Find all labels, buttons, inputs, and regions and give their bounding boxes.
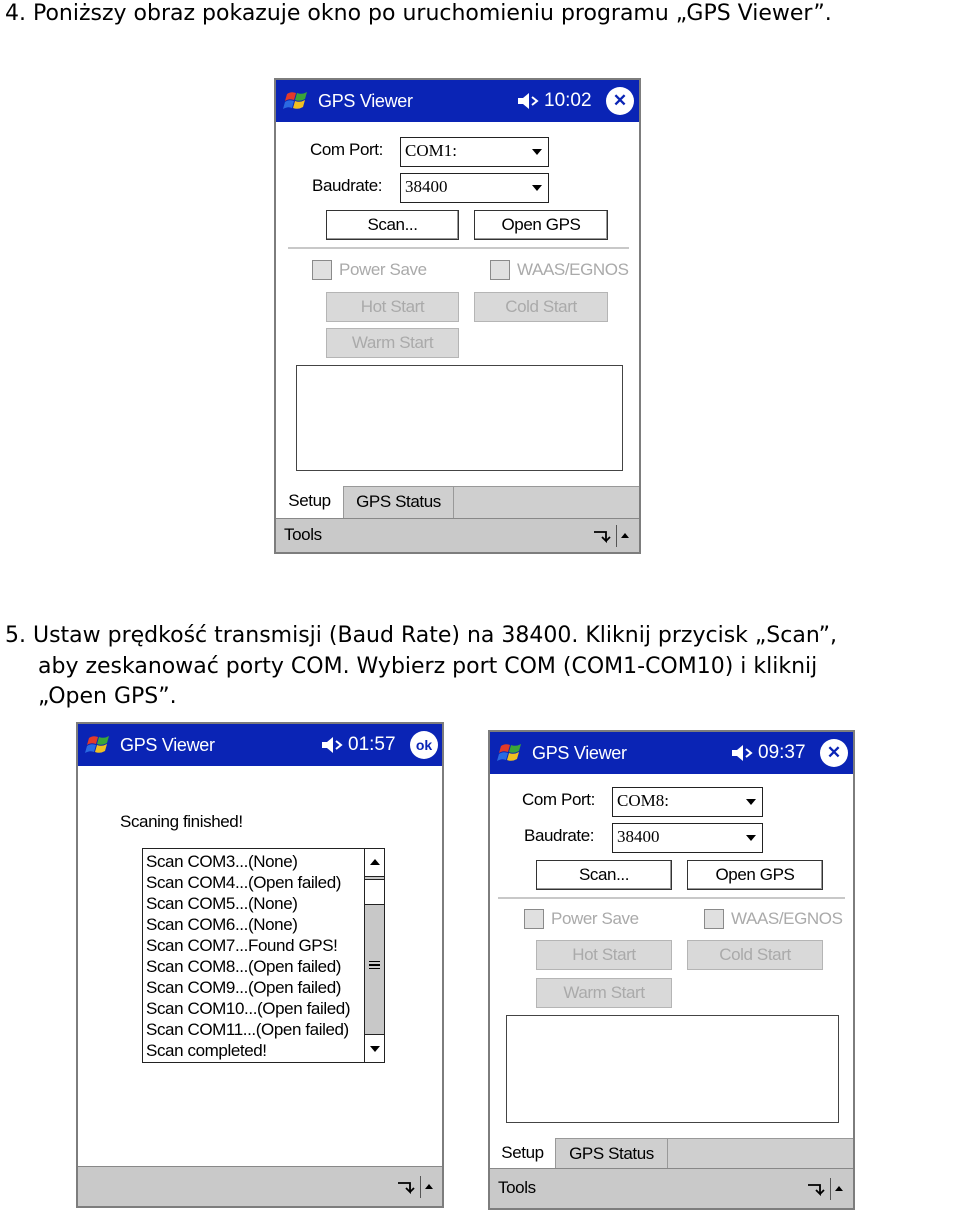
tab-strip [490,1138,853,1170]
cold-start-button[interactable]: Cold Start [474,292,608,322]
step-5-text-line3: „Open GPS”. [38,684,177,709]
keyboard-icon[interactable] [394,1177,416,1197]
clock[interactable]: 10:02 [544,90,592,111]
divider [498,897,845,899]
menu-bar [490,1168,853,1208]
step-5-text-line2: aby zeskanować porty COM. Wybierz port COM (COM1-COM10) i kliknij [38,654,818,679]
input-panel-arrow-icon[interactable] [616,525,634,547]
scroll-up-icon[interactable] [365,849,384,877]
gps-viewer-window-scan [76,722,444,1208]
tab-gps-status[interactable]: GPS Status [556,1139,668,1171]
warm-start-button[interactable]: Warm Start [536,978,672,1008]
clock[interactable]: 01:57 [348,734,396,755]
close-circle-icon[interactable]: ✕ [606,87,634,115]
power-save-label: Power Save [339,260,427,279]
com-port-value: COM8: [617,791,669,810]
chevron-down-icon [532,149,542,155]
speaker-icon[interactable] [730,743,754,763]
baudrate-dropdown[interactable] [612,823,763,853]
waas-egnos-checkbox[interactable] [704,909,724,929]
baudrate-value: 38400 [405,177,448,196]
gps-viewer-window-initial [274,78,641,554]
baudrate-dropdown[interactable] [400,173,549,203]
keyboard-icon[interactable] [804,1179,826,1199]
step-5-text-line1: 5. Ustaw prędkość transmisji (Baud Rate) na 38400. Kliknij przycisk „Scan”, [5,623,837,648]
output-textbox[interactable] [506,1015,839,1123]
list-item[interactable]: Scan COM9...(Open failed) [146,978,342,997]
tab-setup[interactable]: Setup [276,486,344,519]
input-panel-arrow-icon[interactable] [830,1178,848,1200]
warm-start-button[interactable]: Warm Start [326,328,459,358]
list-item[interactable]: Scan COM8...(Open failed) [146,957,342,976]
waas-egnos-checkbox[interactable] [490,260,510,280]
list-item[interactable]: Scan COM6...(None) [146,915,298,934]
window-title: GPS Viewer [120,735,215,755]
window-title: GPS Viewer [318,91,413,111]
list-scrollbar[interactable] [364,849,384,1062]
com-port-value: COM1: [405,141,457,160]
clock[interactable]: 09:37 [758,742,806,763]
tools-menu[interactable]: Tools [498,1178,536,1197]
output-textbox[interactable] [296,365,623,471]
baudrate-label: Baudrate: [312,176,383,195]
com-port-dropdown[interactable] [612,787,763,817]
menu-bar [78,1166,442,1206]
window-title: GPS Viewer [532,743,627,763]
list-item[interactable]: Scan COM4...(Open failed) [146,873,342,892]
chevron-down-icon [532,185,542,191]
list-item[interactable]: Scan COM11...(Open failed) [146,1020,349,1039]
tab-setup[interactable]: Setup [490,1138,556,1171]
tools-menu[interactable]: Tools [284,525,322,544]
speaker-icon[interactable] [516,91,540,111]
baudrate-value: 38400 [617,827,660,846]
hot-start-button[interactable]: Hot Start [326,292,459,322]
baudrate-label: Baudrate: [524,826,595,845]
tab-strip [276,486,639,518]
waas-egnos-label: WAAS/EGNOS [731,909,843,928]
cold-start-button[interactable]: Cold Start [687,940,823,970]
list-item[interactable]: Scan completed! [146,1041,267,1060]
power-save-label: Power Save [551,909,639,928]
scan-results-list[interactable] [142,848,385,1063]
speaker-icon[interactable] [320,735,344,755]
input-panel-arrow-icon[interactable] [420,1176,438,1198]
keyboard-icon[interactable] [590,526,612,546]
scan-button[interactable]: Scan... [536,860,672,890]
windows-flag-icon[interactable] [496,738,526,768]
step-4-text: 4. Poniższy obraz pokazuje okno po uruchomieniu programu „GPS Viewer”. [5,1,832,26]
chevron-down-icon [746,799,756,805]
windows-flag-icon[interactable] [282,86,312,116]
power-save-checkbox[interactable] [524,909,544,929]
ok-button[interactable]: ok [410,731,438,759]
tab-gps-status[interactable]: GPS Status [344,487,454,519]
title-bar [490,732,853,774]
list-item[interactable]: Scan COM5...(None) [146,894,298,913]
menu-bar [276,518,639,552]
chevron-down-icon [746,835,756,841]
hot-start-button[interactable]: Hot Start [536,940,672,970]
open-gps-button[interactable]: Open GPS [474,210,608,240]
list-item[interactable]: Scan COM3...(None) [146,852,298,871]
gps-viewer-window-com8 [488,730,855,1210]
power-save-checkbox[interactable] [312,260,332,280]
waas-egnos-label: WAAS/EGNOS [517,260,629,279]
title-bar [276,80,639,122]
scan-finished-message: Scaning finished! [120,812,243,831]
scroll-thumb[interactable] [365,879,384,905]
divider [288,247,629,249]
scroll-grip-icon [369,961,380,969]
scroll-down-icon[interactable] [365,1034,384,1062]
scan-button[interactable]: Scan... [326,210,459,240]
title-bar [78,724,442,766]
com-port-dropdown[interactable] [400,137,549,167]
close-circle-icon[interactable]: ✕ [820,739,848,767]
open-gps-button[interactable]: Open GPS [687,860,823,890]
list-item[interactable]: Scan COM10...(Open failed) [146,999,351,1018]
com-port-label: Com Port: [522,790,595,809]
com-port-label: Com Port: [310,140,383,159]
windows-flag-icon[interactable] [84,730,114,760]
list-item[interactable]: Scan COM7...Found GPS! [146,936,338,955]
